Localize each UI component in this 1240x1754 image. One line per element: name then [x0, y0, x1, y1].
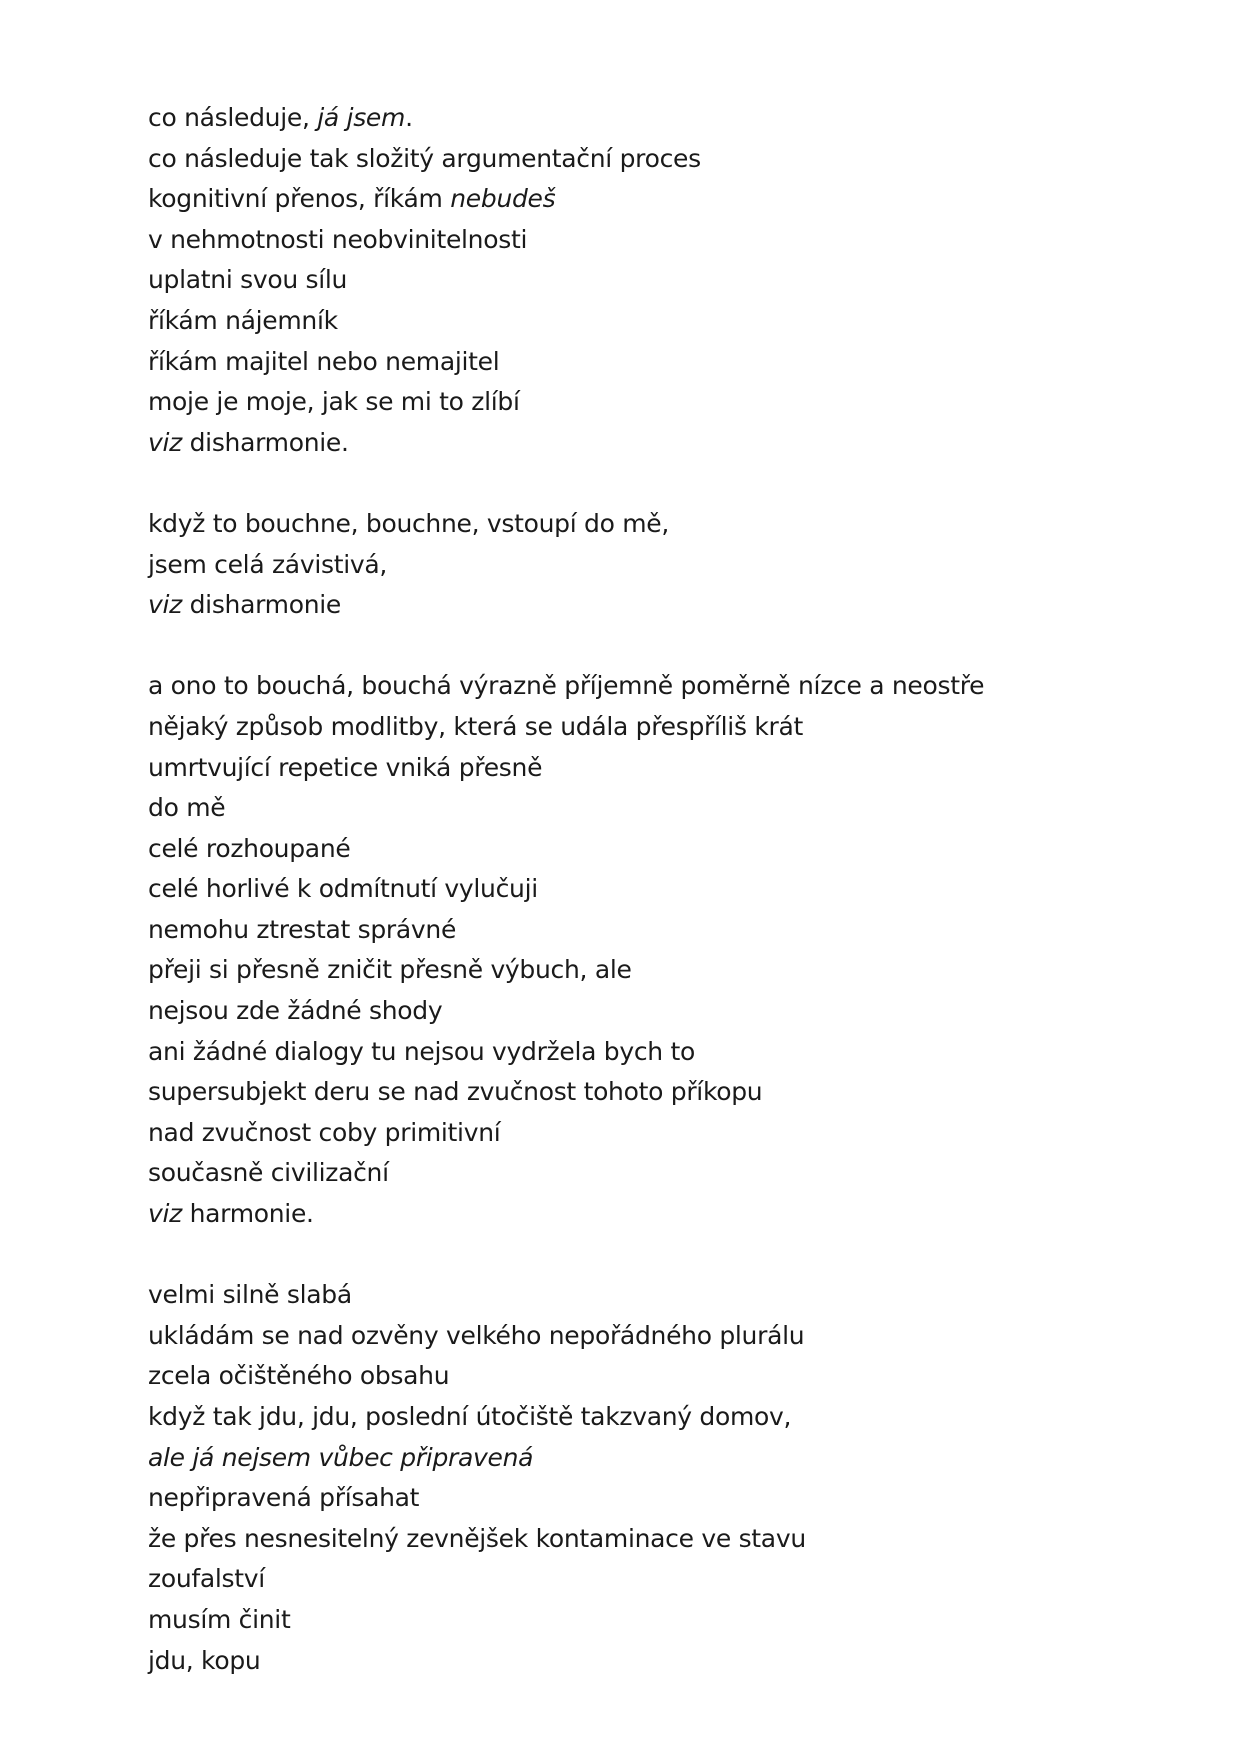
text-segment: když tak jdu, jdu, poslední útočiště takzvaný domov, [148, 1402, 792, 1431]
stanza [148, 1275, 1148, 1681]
poem-line [148, 585, 1148, 626]
poem-line [148, 220, 1148, 261]
text-segment: umrtvující repetice vniká přesně [148, 752, 543, 782]
text-segment: nepřipravená přísahat [148, 1483, 420, 1513]
poem-line [148, 788, 1148, 829]
text-segment: zcela očištěného obsahu [148, 1361, 450, 1391]
text-segment: zoufalství [148, 1564, 265, 1594]
text-segment: co následuje tak složitý argumentační proces [148, 143, 701, 173]
text-segment: ani žádné dialogy tu nejsou vydržela bych to [148, 1036, 695, 1066]
poem-line [148, 139, 1148, 180]
poem-line [148, 829, 1148, 870]
text-segment: do mě [148, 793, 226, 823]
poem-line [148, 1113, 1148, 1154]
poem-line [148, 910, 1148, 951]
stanza [148, 504, 1148, 626]
text-segment: říkám nájemník [148, 305, 338, 335]
text-segment: celé horlivé k odmítnutí vylučuji [148, 874, 538, 904]
text-segment: jdu, kopu [148, 1645, 261, 1675]
text-segment: nějaký způsob modlitby, která se udála přespříliš krát [148, 711, 804, 741]
poem-line [148, 1600, 1148, 1641]
poem-line [148, 98, 1148, 139]
poem-line [148, 707, 1148, 748]
poem-line [148, 545, 1148, 586]
poem-line [148, 1438, 1148, 1479]
poem-line [148, 1072, 1148, 1113]
text-segment: že přes nesnesitelný zevnějšek kontaminace ve stavu [148, 1523, 806, 1553]
poem-line [148, 666, 1148, 707]
text-segment: v nehmotnosti neobvinitelnosti [148, 224, 528, 254]
stanza [148, 666, 1148, 1234]
italic-text-segment: viz [148, 1199, 182, 1229]
poem-line [148, 1478, 1148, 1519]
italic-text-segment: já jsem [317, 103, 406, 132]
poem-line [148, 1397, 1148, 1438]
poem-line [148, 869, 1148, 910]
poem-line [148, 423, 1148, 464]
italic-text-segment: ale já nejsem vůbec připravená [148, 1442, 534, 1472]
poem-line [148, 1316, 1148, 1357]
poem-line [148, 179, 1148, 220]
stanza [148, 98, 1148, 463]
italic-text-segment: nebudeš [450, 184, 556, 214]
text-segment: celé rozhoupané [148, 833, 351, 863]
text-segment: když to bouchne, bouchne, vstoupí do mě, [148, 508, 670, 538]
text-segment: nemohu ztrestat správné [148, 914, 457, 944]
poem-line [148, 1153, 1148, 1194]
text-segment: moje je moje, jak se mi to zlíbí [148, 387, 520, 417]
poem-line [148, 504, 1148, 545]
text-segment: ukládám se nad ozvěny velkého nepořádného plurálu [148, 1320, 805, 1350]
text-segment: . [405, 103, 413, 132]
text-segment: disharmonie [181, 590, 341, 620]
text-segment: disharmonie. [181, 427, 349, 457]
poem-line [148, 301, 1148, 342]
poem-line [148, 1641, 1148, 1682]
text-segment: uplatni svou sílu [148, 265, 348, 295]
text-segment: nad zvučnost coby primitivní [148, 1117, 501, 1147]
italic-text-segment: viz [148, 590, 182, 620]
poem-line [148, 1519, 1148, 1560]
text-segment: harmonie. [181, 1199, 314, 1229]
text-segment: přeji si přesně zničit přesně výbuch, ale [148, 955, 632, 985]
text-segment: a ono to bouchá, bouchá výrazně příjemně poměrně nízce a neostře [148, 671, 985, 701]
poem-line [148, 1559, 1148, 1600]
poem-line [148, 1356, 1148, 1397]
poem-line [148, 382, 1148, 423]
text-segment: kognitivní přenos, říkám [148, 184, 451, 214]
text-segment: supersubjekt deru se nad zvučnost tohoto příkopu [148, 1077, 763, 1107]
poem-line [148, 991, 1148, 1032]
poem-line [148, 342, 1148, 383]
italic-text-segment: viz [148, 427, 182, 457]
poem-line [148, 1194, 1148, 1235]
text-segment: nejsou zde žádné shody [148, 996, 443, 1026]
poem-line [148, 1032, 1148, 1073]
text-segment: co následuje, [148, 103, 318, 132]
text-segment: velmi silně slabá [148, 1280, 352, 1310]
text-segment: říkám majitel nebo nemajitel [148, 346, 500, 376]
poem-line [148, 950, 1148, 991]
text-segment: musím činit [148, 1604, 291, 1634]
poem-line [148, 748, 1148, 789]
poem-line [148, 1275, 1148, 1316]
poem-line [148, 260, 1148, 301]
text-segment: jsem celá závistivá, [148, 549, 388, 579]
poem-text [148, 98, 1148, 1722]
text-segment: současně civilizační [148, 1158, 389, 1188]
